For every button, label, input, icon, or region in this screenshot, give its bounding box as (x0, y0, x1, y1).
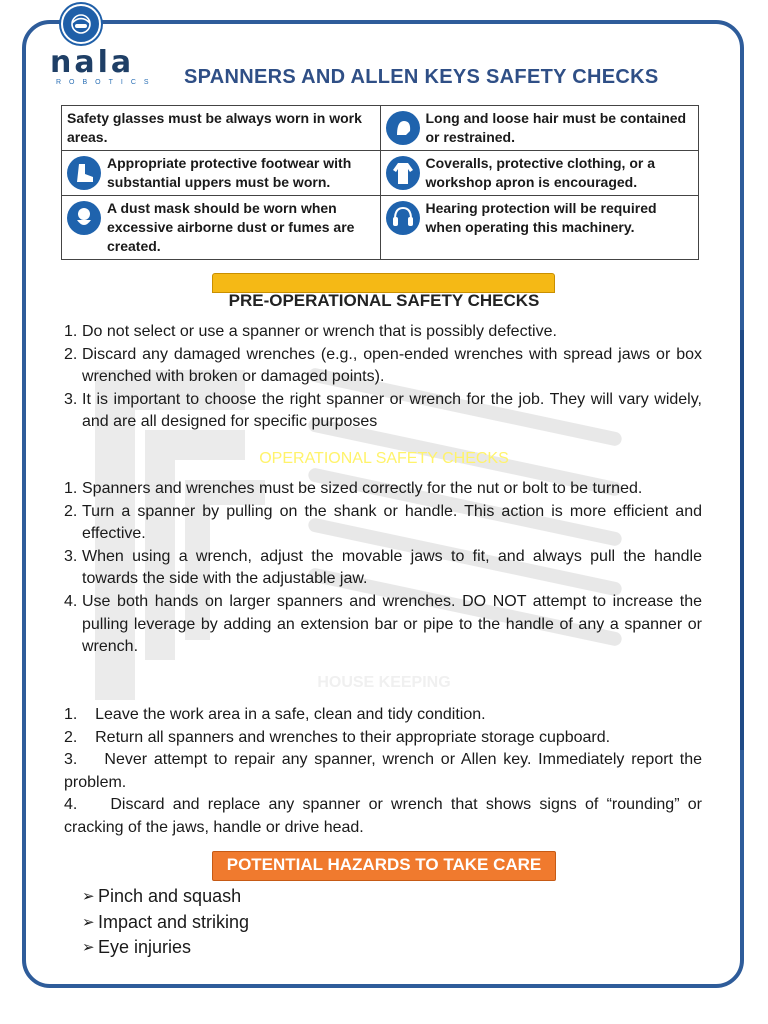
arrow-bullet-icon: ➢ (82, 939, 95, 956)
arrow-bullet-icon: ➢ (82, 888, 95, 905)
item-text: Turn a spanner by pulling on the shank or handle. This action is more efficient and effective. (82, 502, 702, 543)
dust-mask-icon (67, 201, 101, 235)
ppe-cell (62, 106, 381, 151)
housekeeping-heading: HOUSE KEEPING (317, 674, 451, 691)
ppe-cell (380, 151, 699, 196)
item-number: 3. (64, 547, 78, 565)
arrow-bullet-icon: ➢ (82, 913, 95, 931)
item-text: Discard any damaged wrenches (e.g., open-ended wrenches with spread jaws or box wrenched with broken or damaged points). (82, 345, 702, 386)
list-item (64, 321, 702, 344)
list-item (64, 389, 702, 434)
hazards-list (82, 884, 249, 961)
coverall-icon (386, 156, 420, 190)
ppe-text: A dust mask should be worn when excessive airborne dust or fumes are created. (107, 200, 355, 254)
item-number: 2. (64, 502, 78, 520)
ppe-cell (62, 196, 381, 260)
list-item (64, 591, 702, 659)
ppe-text: Coveralls, protective clothing, or a workshop apron is encouraged. (425, 155, 656, 190)
item-number: 3. (64, 390, 78, 408)
logo-subtitle: ROBOTICS (56, 79, 157, 86)
item-number: 2. (64, 345, 78, 363)
housekeeping-list (64, 704, 702, 840)
item-text: When using a wrench, adjust the movable jaws to fit, and always pull the handle towards the side with the adjustable jaw. (82, 547, 702, 588)
list-item: 4. Discard and replace any spanner or wrench that shows signs of “rounding” or cracking of the jaws, handle or drive head. (64, 796, 702, 836)
hair-net-icon (386, 111, 420, 145)
list-item: 3. Never attempt to repair any spanner, wrench or Allen key. Immediately report the problem. (64, 751, 702, 791)
item-text: It is important to choose the right spanner or wrench for the job. They will vary widely, and are all designed for specific purposes (82, 390, 702, 431)
hazard-item (82, 935, 249, 961)
item-number: 4. (64, 592, 78, 610)
section-accent-bar (212, 273, 555, 293)
list-item (64, 546, 702, 591)
ear-muffs-icon (386, 201, 420, 235)
pre-operational-list (64, 321, 702, 434)
item-text: Spanners and wrenches must be sized correctly for the nut or bolt to be turned. (82, 480, 643, 497)
page-title: SPANNERS AND ALLEN KEYS SAFETY CHECKS (184, 66, 659, 88)
item-text: Do not select or use a spanner or wrench that is possibly defective. (82, 323, 557, 340)
item-text: Use both hands on larger spanners and wrenches. DO NOT attempt to increase the pulling leverage by adding an extension bar or pipe to the handle of any a spanner or wrench. (82, 592, 702, 656)
ppe-cell (380, 196, 699, 260)
ppe-table (61, 105, 699, 260)
hazard-item (82, 884, 249, 910)
hazard-text: Impact and striking (98, 911, 250, 932)
ppe-text: Safety glasses must be always worn in work areas. (67, 110, 362, 145)
operational-heading: OPERATIONAL SAFETY CHECKS (259, 450, 509, 467)
hazard-text: Pinch and squash (98, 886, 242, 906)
list-item (64, 344, 702, 389)
hazard-item (82, 910, 249, 936)
ppe-text: Appropriate protective footwear with substantial uppers must be worn. (107, 155, 352, 190)
operational-list (64, 478, 702, 659)
hazard-text: Eye injuries (98, 937, 192, 957)
list-item (64, 501, 702, 546)
item-number: 1. (64, 323, 78, 340)
logo-name: nala (50, 45, 135, 80)
item-number: 1. (64, 480, 78, 497)
ppe-text: Hearing protection will be required when operating this machinery. (425, 200, 657, 235)
list-item: 2. Return all spanners and wrenches to their appropriate storage cupboard. (64, 728, 611, 746)
list-item (64, 478, 702, 501)
ppe-cell (62, 151, 381, 196)
company-logo (50, 45, 157, 86)
ppe-cell (380, 106, 699, 151)
ppe-text: Long and loose hair must be contained or restrained. (425, 110, 687, 145)
hazards-heading: POTENTIAL HAZARDS TO TAKE CARE (212, 851, 556, 881)
safety-helmet-icon (61, 4, 101, 44)
pre-operational-heading: PRE-OPERATIONAL SAFETY CHECKS (228, 291, 540, 310)
list-item: 1. Leave the work area in a safe, clean and tidy condition. (64, 706, 486, 723)
safety-boot-icon (67, 156, 101, 190)
